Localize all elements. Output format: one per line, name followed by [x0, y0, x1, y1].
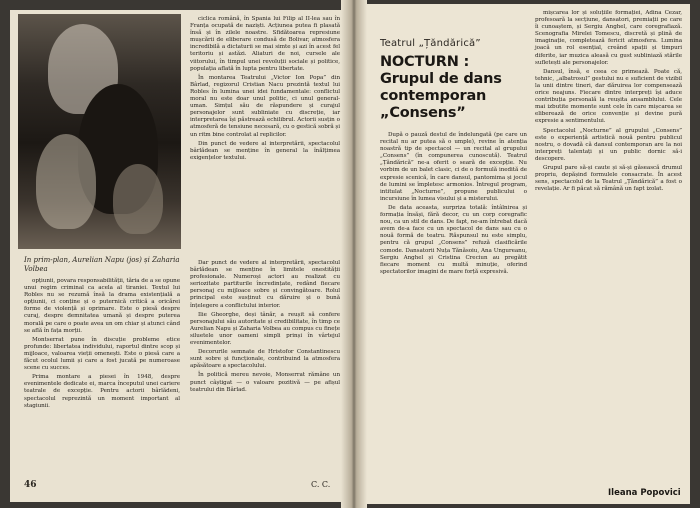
right-column-1	[380, 132, 527, 477]
page-number: 46	[24, 480, 37, 490]
paragraph: Grupul pare să-și caute și să-și găsească drumul propriu, depășind formulele consacrate. În acest sens, spectacolul de la Teatrul „Țăndărică” a fost o revelație. Ar fi păcat să rămână un fapt izolat.	[535, 164, 682, 193]
paragraph: opțiunii, povara responsabilității, tăria de a se opune unui regim criminal ca acela al tiraniei. Textul lui Robles nu se rezumă însă la drama existențială a opțiunii, ci conține și o puternică critică a oricărei forme de violență și oprimare. Este o piesă despre curaj, despre demnitatea umană și despre puterea morală pe care o poate avea un om chiar și atunci când se află în fața morții.	[24, 278, 180, 334]
paragraph: În montarea Teatrului „Victor Ion Popa” din Bârlad, regizorul Cristian Nacu prezintă textul lui Robles în lumina unei idei fundamentale: conflictul moral nu este doar unul politic, ci unul general-uman. Simțul său de răspundere și curajul personajelor sunt subliniate cu discreție, iar interpretarea își păstrează echilibrul. Actorii susțin o atmosferă de tensiune necesară, cu o gestică sobră și un ritm bine controlat al replicilor.	[190, 74, 340, 138]
paragraph: Prima montare a piesei în 1948, despre evenimentele dedicate ei, marca începutul unei cariere teatrale de excepție. Pentru actorii bârlădeni, spectacolul reprezintă un moment important al stagiunii.	[24, 374, 180, 409]
paragraph: Din punct de vedere al interpretării, spectacolul bârlădean se menține în general la înălțimea exigențelor textului.	[190, 140, 340, 161]
paragraph: Dansul, însă, e ceea ce primează. Poate că, tehnic, „albatrosul” gestului nu e suficient de vizibil la unii dintre tineri, dar dăruirea lor compensează orice neajuns. Fiecare dintre interpreți își aduce contribuția personală la reușita ansamblului. Cele mai izbutite momente sunt cele în care mișcarea se eliberează de orice convenție și devine pură expresie a sentimentului.	[535, 68, 682, 125]
paragraph: Montserrat pune în discuție probleme etice profunde: libertatea individului, raportul dintre scop și mijloace, valoarea vieții omenești. Este o piesă care a făcut ocolul lumii și care a fost jucată pe numeroase scene cu succes.	[24, 336, 180, 372]
paragraph: Spectacolul „Nocturne” al grupului „Consens” este o experiență artistică nouă pentru publicul nostru, o dovadă că dansul contemporan are la noi interpreți talentați și un public dornic să-i descopere.	[535, 127, 682, 162]
paragraph: mișcarea lor și soluțiile formației, Adina Cezar, profesoară la secțiune, dansatori, premiații pe care îi cunoaștem, și Sergiu Anghel, care coregrafiază. Scenografia Mirelei Tomescu, discretă și plină de imaginație, completează fericit atmosfera. Lumina joacă un rol esențial, creând spații și timpuri diferite, iar muzica aleasă cu gust subliniază stările sufletești ale personajelor.	[535, 10, 682, 66]
paragraph: După o pauză destul de îndelungată (pe care un recital nu ar putea să o umple), revine în atenția noastră tip de spectacol — un recital al grupului „Consens” (în compunerea cunoscută). Teatrul „Țăndărică” ne-a oferit o seară de excepție. Nu vorbim de un balet clasic, ci de o formulă inedită de expresie scenică, în care dansul, pantomima și jocul de lumini se împletesc armonios. Întregul program, intitulat „Nocturne”, propune publicului o incursiune în lumea visului și a misterului.	[380, 132, 527, 202]
left-column-1	[190, 16, 340, 256]
paragraph: În politică mereu nevoie, Monserrat rămâne un punct câștigat — o valoare pozitivă — pe afișul teatrului din Bârlad.	[190, 372, 340, 393]
paragraph: Dar punct de vedere al interpretării, spectacolul bârlădean se menține în limitele onestității profesionale. Numeroși actori au realizat cu seriozitate partiturile încredințate, redând fiecare personaj cu mijloace sobre și convingătoare. Rolul principal este susținut cu dăruire și o bună înțelegere a conflictului interior.	[190, 260, 340, 309]
paragraph: Ilie Gheorghe, deși tânăr, a reușit să confere personajului său autoritate și credibilitate, în timp ce Aurelian Napu și Zaharia Volbea au compus cu finețe siluetele unor oameni simpli prinși în vârtejul evenimentelor.	[190, 311, 340, 347]
article-kicker: Teatrul „Țăndărică”	[380, 38, 481, 49]
paragraph: ciclica română, în Spania lui Filip al II-lea sau în Franța ocupată de naziști. Acțiunea putea fi plasată însă și în zilele noastre. Sfidătoarea represiune mușcării de eliberare condusă de Bolivar, atmosfera incredibilă a dictaturii se mai simte și azi în acest fel teritoriu și astăzi. Aliaturi de noi, cursele ale viitorului, în timpul unei revoluții sociale și politice, populația aflată în lupta pentru libertate.	[190, 16, 340, 72]
paragraph: De data aceasta, surpriza totală: întâlnirea și formația însăși, fără decor, cu un corp coregrafic nou, ca un stil de dans. De fapt, ne-am întrebat dacă avem de-a face cu un spectacol de dans sau cu o nouă formă de teatru. Răspunsul nu este simplu, pentru că grupul „Consens” refuză clasificările comode. Dansatorii Nuța Tănăsoiu, Ana Ungureanu, Sergiu Anghel și Cristina Creciun au pregătit fiecare moment cu multă minuție, oferind spectatorilor imagini de mare forță expresivă.	[380, 204, 527, 275]
theatre-photo	[18, 14, 181, 249]
left-column-3	[190, 260, 340, 490]
photo-caption: In prim-plan, Aurelian Napu (jos) și Zaharia Volbea	[24, 256, 180, 273]
book-gutter	[341, 0, 367, 508]
left-page	[10, 10, 354, 502]
right-column-2	[535, 10, 682, 486]
right-page	[350, 4, 690, 504]
paragraph: Decorurile semnate de Hristofor Constantinescu sunt sobre și funcționale, contribuind la atmosfera apăsătoare a spectacolului.	[190, 349, 340, 370]
author-signature: Ileana Popovici	[608, 488, 681, 498]
article-headline: NOCTURN : Grupul de dans contemporan „Consens”	[380, 54, 502, 121]
author-initials: C. C.	[311, 480, 331, 489]
left-column-2	[24, 278, 180, 478]
